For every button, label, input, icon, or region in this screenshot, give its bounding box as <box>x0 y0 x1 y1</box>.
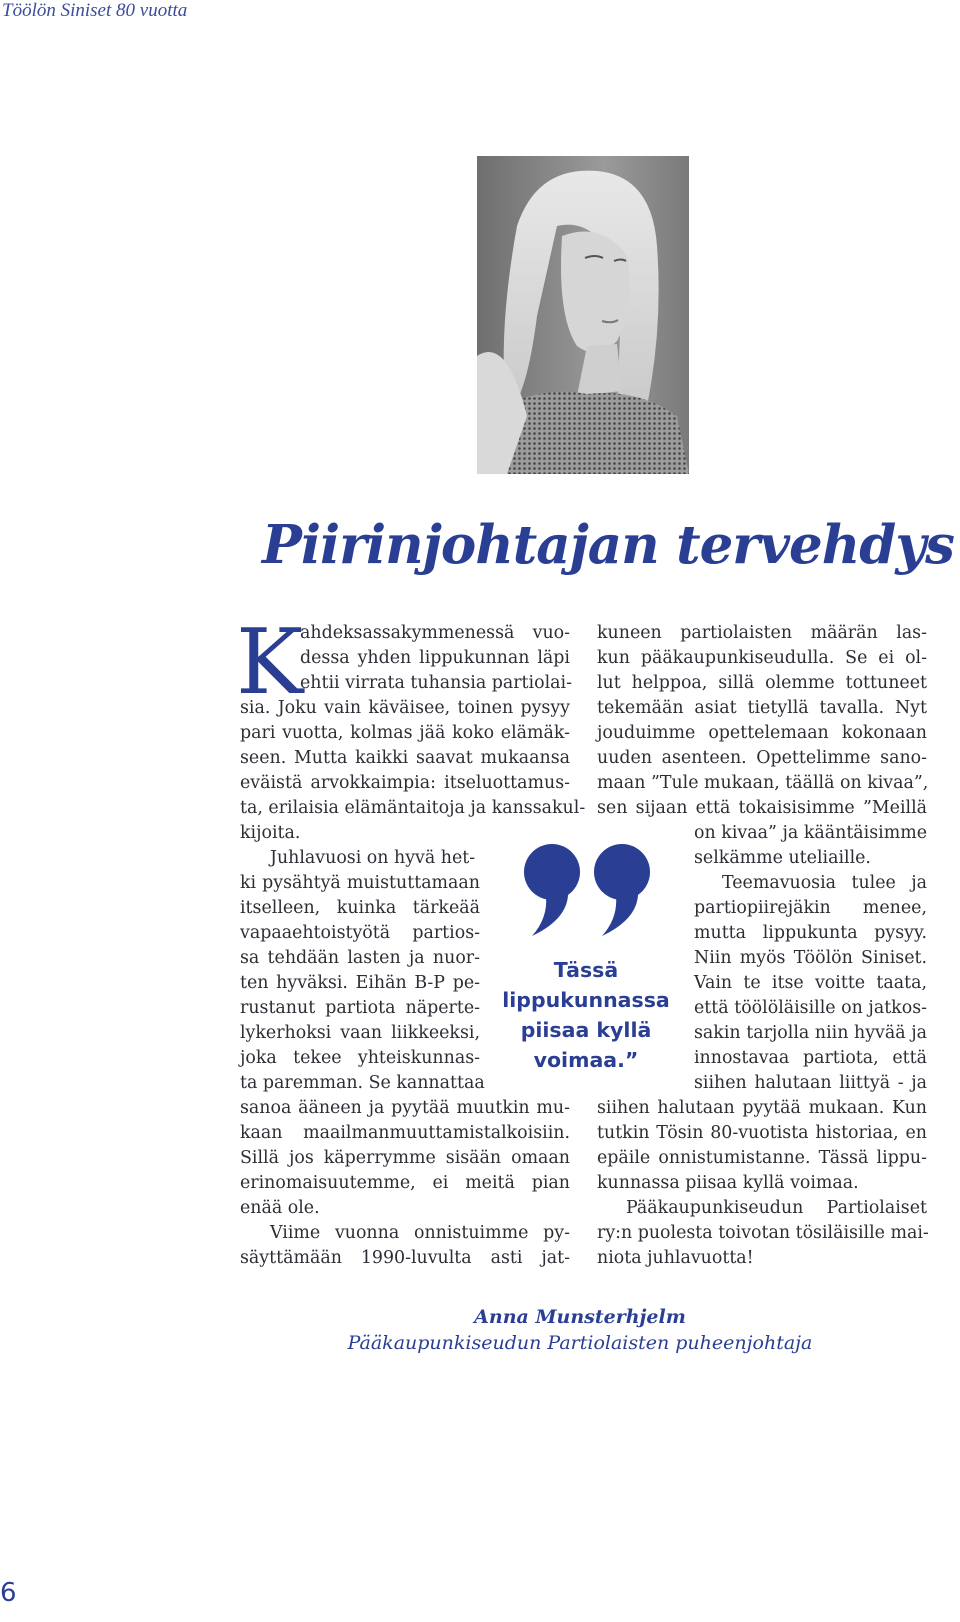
text-line: Juhlavuosi on hyvä het- <box>270 848 476 868</box>
text-line: kuneen partiolaisten määrän las- <box>597 623 927 643</box>
text-line: seen. Mutta kaikki saavat mukaansa <box>240 748 570 768</box>
text-line: Niin myös Töölön Siniset. <box>694 948 927 968</box>
text-line: jouduimme opettelemaan kokonaan <box>597 723 927 743</box>
text-line: selkämme uteliaille. <box>694 848 871 868</box>
text-line: ki pysähtyä muistuttamaan <box>240 873 480 893</box>
text-line: itselleen, kuinka tärkeää <box>240 898 480 918</box>
author-role: Pääkaupunkiseudun Partiolaisten puheenjohtaja <box>347 1332 813 1354</box>
text-line: kun pääkaupunkiseudulla. Se ei ol- <box>597 648 927 668</box>
pull-quote-line: piisaa kyllä <box>520 1018 652 1042</box>
portrait-photo <box>477 156 689 474</box>
text-line: sanoa ääneen ja pyytää muutkin mu- <box>240 1098 570 1118</box>
text-line: dessa yhden lippukunnan läpi <box>300 648 570 668</box>
text-line: sia. Joku vain käväisee, toinen pysyy <box>240 698 570 718</box>
text-line: uuden asenteen. Opettelimme sano- <box>597 748 927 768</box>
text-line: lykerhoksi vaan liikkeeksi, <box>240 1023 480 1043</box>
text-line: ten hyväksi. Eihän B-P pe- <box>240 973 480 993</box>
author-name: Anna Munsterhjelm <box>474 1306 686 1328</box>
quote-mark-icon <box>518 840 658 940</box>
text-line: kunnassa piisaa kyllä voimaa. <box>597 1173 859 1193</box>
text-line: siihen halutaan liittyä - ja <box>694 1073 927 1093</box>
text-line: on kivaa” ja kääntäisimme <box>694 823 927 843</box>
text-line: niota juhlavuotta! <box>597 1248 754 1268</box>
text-line: Pääkaupunkiseudun Partiolaiset <box>626 1198 927 1218</box>
running-head: Töölön Siniset 80 vuotta <box>2 0 188 21</box>
page-number: 6 <box>0 1578 17 1608</box>
text-line: maan ”Tule mukaan, täällä on kivaa”, <box>597 773 929 793</box>
text-line: sakin tarjolla niin hyvää ja <box>694 1023 927 1043</box>
text-line: ehtii virrata tuhansia partiolai- <box>300 673 572 693</box>
text-line: mutta lippukunta pysyy. <box>694 923 927 943</box>
text-line: innostavaa partiota, että <box>694 1048 927 1068</box>
text-line: tutkin Tösin 80-vuotista historiaa, en <box>597 1123 927 1143</box>
text-line: ta, erilaisia elämäntaitoja ja kanssakul- <box>240 798 586 818</box>
pull-quote <box>500 955 672 1075</box>
text-line: pari vuotta, kolmas jää koko elämäk- <box>240 723 570 743</box>
signature <box>0 1304 960 1356</box>
text-line: lut helppoa, sillä olemme tottuneet <box>597 673 927 693</box>
text-line: kaan maailmanmuuttamistalkoisiin. <box>240 1123 570 1143</box>
text-line: Viime vuonna onnistuimme py- <box>270 1223 570 1243</box>
text-line: ry:n puolesta toivotan tösiläisille mai- <box>597 1223 929 1243</box>
text-line: kijoita. <box>240 823 301 843</box>
text-line: Teemavuosia tulee ja <box>722 873 927 893</box>
text-line: Sillä jos käperrymme sisään omaan <box>240 1148 570 1168</box>
text-line: vapaaehtoistyötä partios- <box>240 923 480 943</box>
drop-cap: K <box>236 610 304 715</box>
text-line: joka tekee yhteiskunnas- <box>240 1048 480 1068</box>
text-line: tekemään asiat tietyllä tavalla. Nyt <box>597 698 927 718</box>
text-line: sa tehdään lasten ja nuor- <box>240 948 480 968</box>
text-line: eväistä arvokkaimpia: itseluottamus- <box>240 773 570 793</box>
text-line: enää ole. <box>240 1198 320 1218</box>
text-line: Vain te itse voitte taata, <box>694 973 927 993</box>
text-line: rustanut partiota näperte- <box>240 998 480 1018</box>
text-line: epäile onnistumistanne. Tässä lippu- <box>597 1148 927 1168</box>
text-line: että töölöläisille on jatkos- <box>694 998 927 1018</box>
pull-quote-line: Tässä <box>553 958 619 982</box>
text-line: ta paremman. Se kannattaa <box>240 1073 485 1093</box>
text-line: siihen halutaan pyytää mukaan. Kun <box>597 1098 927 1118</box>
article-title: Piirinjohtajan tervehdys <box>262 514 954 576</box>
text-line: sen sijaan että tokaisisimme ”Meillä <box>597 798 927 818</box>
pull-quote-line: voimaa.” <box>533 1048 639 1072</box>
text-line: ahdeksassakymmenessä vuo- <box>300 623 570 643</box>
text-line: säyttämään 1990-luvulta asti jat- <box>240 1248 570 1268</box>
pull-quote-line: lippukunnassa <box>502 988 670 1012</box>
text-line: partiopiirejäkin menee, <box>694 898 927 918</box>
text-line: erinomaisuutemme, ei meitä pian <box>240 1173 570 1193</box>
